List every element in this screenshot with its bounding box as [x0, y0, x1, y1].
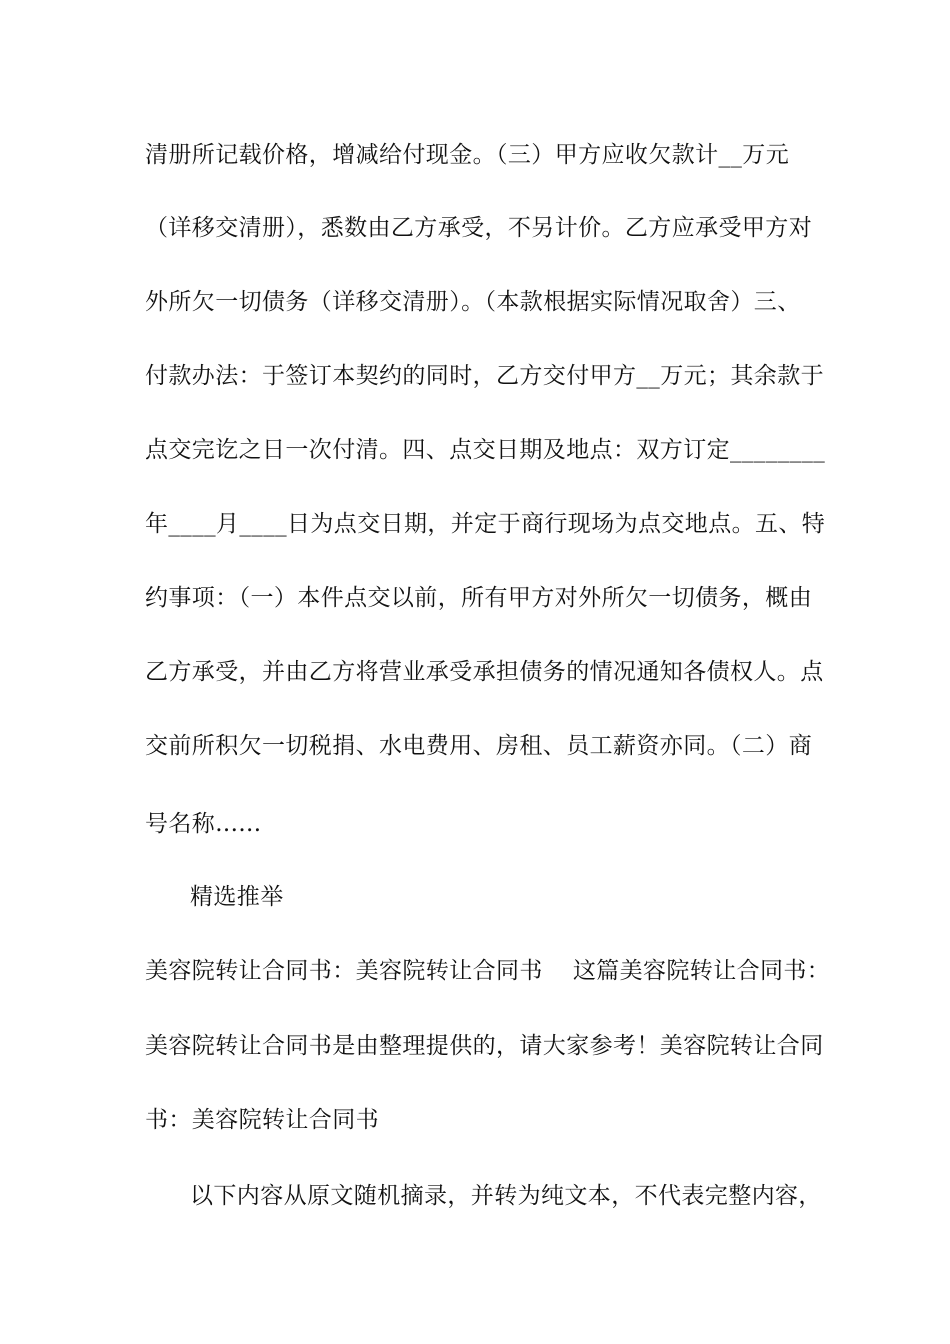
- text-line: 乙方承受，并由乙方将营业承受承担债务的情况通知各债权人。点: [145, 659, 824, 685]
- text-line: 年____月____日为点交日期，并定于商行现场为点交地点。五、特: [145, 511, 826, 537]
- recommend-line: 书：美容院转让合同书: [145, 1107, 379, 1133]
- recommend-intro: 这篇美容院转让合同书：: [572, 958, 831, 984]
- text-line: 约事项：（一）本件点交以前，所有甲方对外所欠一切债务，概由: [145, 585, 813, 611]
- text-line: 外所欠一切债务（详移交清册）。（本款根据实际情况取舍）三、: [145, 289, 801, 315]
- recommend-line: [145, 956, 830, 986]
- text-line: （详移交清册），悉数由乙方承受，不另计价。乙方应承受甲方对: [145, 215, 813, 241]
- text-line: 交前所积欠一切税捐、水电费用、房租、员工薪资亦同。（二）商: [145, 733, 813, 759]
- recommend-line: 美容院转让合同书是由整理提供的，请大家参考！美容院转让合同: [145, 1033, 824, 1059]
- text-line: 清册所记载价格，增减给付现金。（三）甲方应收欠款计__万元: [145, 142, 790, 168]
- excerpt-note: 以下内容从原文随机摘录，并转为纯文本，不代表完整内容，: [190, 1183, 822, 1209]
- text-line: 付款办法：于签订本契约的同时，乙方交付甲方__万元；其余款于: [145, 363, 824, 389]
- text-line: 点交完讫之日一次付清。四、点交日期及地点：双方订定________: [145, 437, 826, 463]
- recommend-title: 美容院转让合同书：美容院转让合同书: [145, 958, 543, 984]
- text-line: 号名称......: [145, 811, 262, 837]
- section-heading: 精选推举: [190, 884, 284, 910]
